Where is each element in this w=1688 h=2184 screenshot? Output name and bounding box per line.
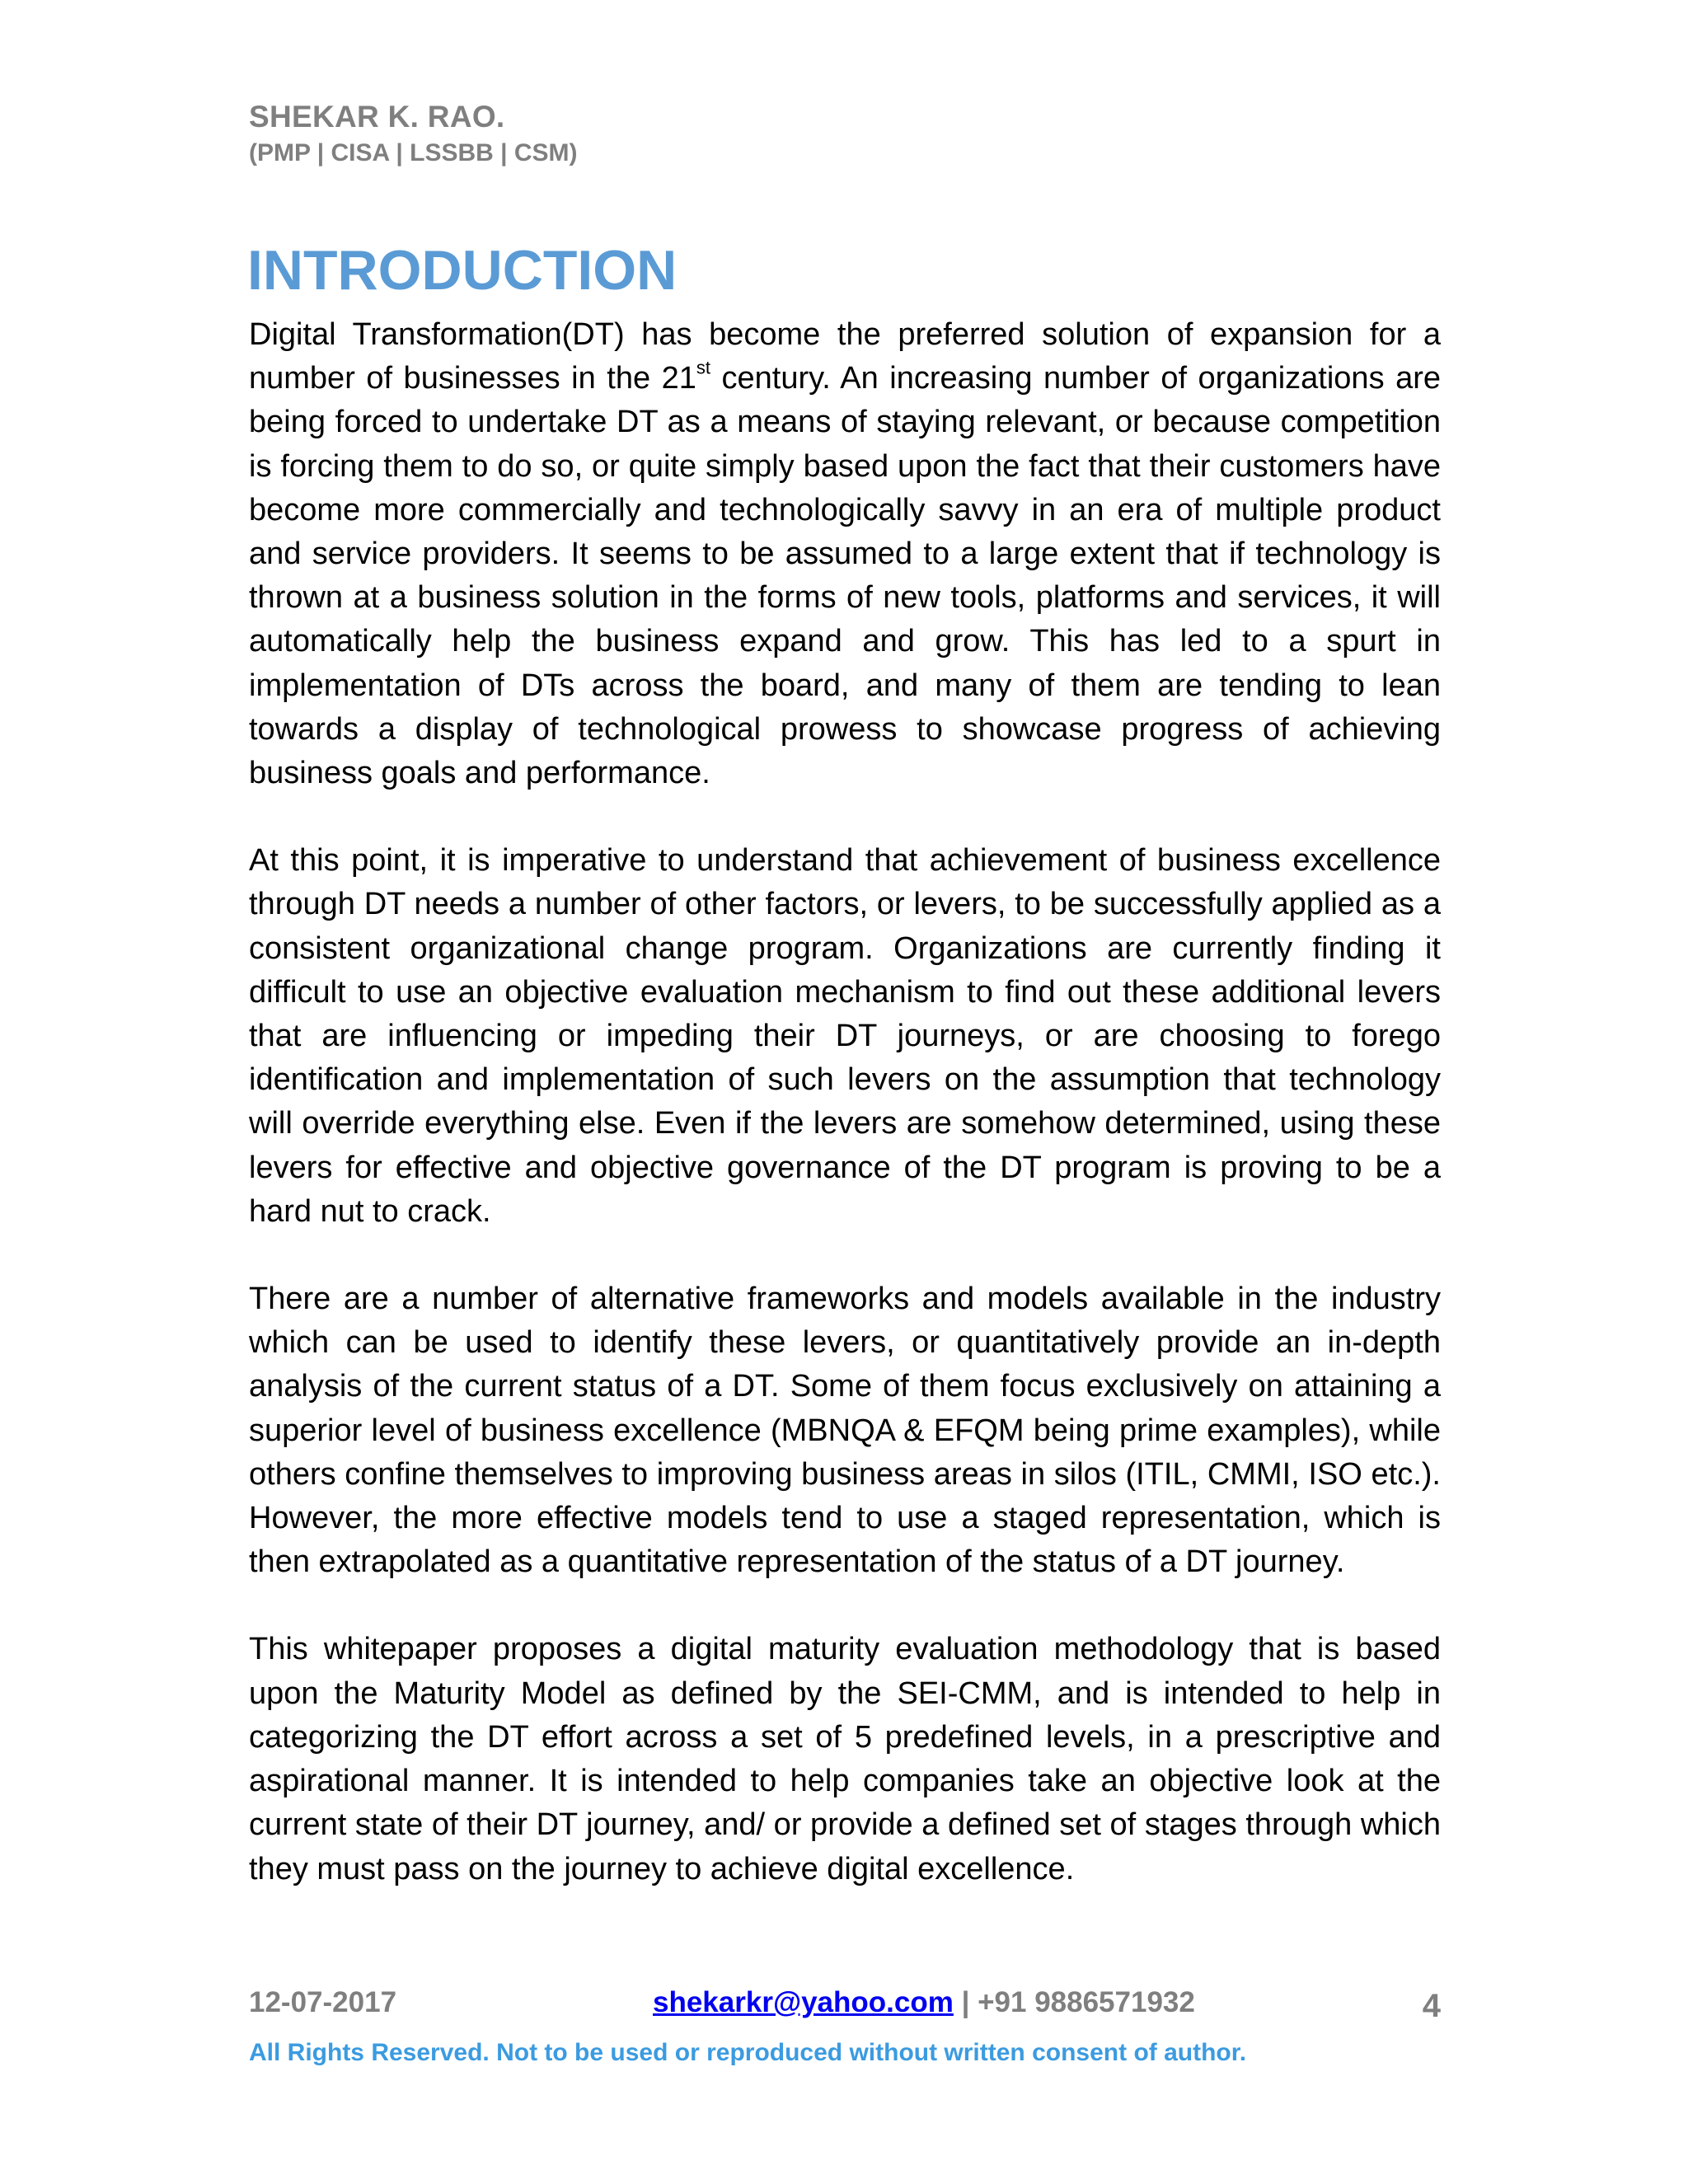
author-name: SHEKAR K. RAO.	[249, 100, 505, 134]
footer-separator: |	[953, 1986, 978, 2018]
paragraph-1-start: Digital Transformation(DT) has become the preferred solution of expansion for a number of businesses in the 21	[249, 317, 1441, 396]
paragraph-3: There are a number of alternative frameworks and models available in the industry which can be used to identify these levers, or quantitatively provide an in-depth analysis of the current status of a DT. Some of them focus exclusively on attaining a superior level of business excellence (MBNQA & EFQM being prime examples), while others confine themselves to improving business areas in silos (ITIL, CMMI, ISO etc.). However, the more effective models tend to use a staged representation, which is then extrapolated as a quantitative representation of the status of a DT journey.	[249, 1282, 1441, 1580]
paragraph-1-rest: century. An increasing number of organizations are being forced to undertake DT as a means of staying relevant, or because competition is forcing them to do so, or quite simply based upon the fact that their customers have become more commercially and technologically savvy in an era of multiple product and service providers. It seems to be assumed to a large extent that if technology is thrown at a business solution in the forms of new tools, platforms and services, it will automatically help the business expand and grow. This has led to a spurt in implementation of DTs across the board, and many of them are tending to lean towards a display of technological prowess to showcase progress of achieving business goals and performance.	[249, 361, 1441, 791]
footer-date: 12-07-2017	[249, 1986, 397, 2018]
paragraph-4: This whitepaper proposes a digital maturity evaluation methodology that is based upon the Maturity Model as defined by the SEI-CMM, and is intended to help in categorizing the DT effort across a set of 5 predefined levels, in a prescriptive and aspirational manner. It is intended to help companies take an objective look at the current state of their DT journey, and/ or provide a defined set of stages through which they must pass on the journey to achieve digital excellence.	[249, 1632, 1441, 1886]
footer-contact	[653, 1986, 1195, 2019]
ordinal-suffix: st	[696, 357, 710, 378]
paragraph-1	[249, 313, 1441, 795]
document-footer	[249, 1986, 1441, 2027]
section-title: INTRODUCTION	[247, 239, 678, 302]
page-number: 4	[1422, 1988, 1441, 2024]
footer-phone: +91 9886571932	[978, 1986, 1195, 2018]
document-header	[249, 97, 1444, 170]
paragraph-2: At this point, it is imperative to understand that achievement of business excellence through DT needs a number of other factors, or levers, to be successfully applied as a consistent organizational change program. Organizations are currently finding it difficult to use an objective evaluation mechanism to find out these additional levers that are influencing or impeding their DT journeys, or are choosing to forego identification and implementation of such levers on the assumption that technology will override everything else. Even if the levers are somehow determined, using these levers for effective and objective governance of the DT program is proving to be a hard nut to crack.	[249, 843, 1441, 1229]
author-credentials: (PMP | CISA | LSSBB | CSM)	[249, 139, 578, 166]
rights-notice: All Rights Reserved. Not to be used or reproduced without written consent of author.	[249, 2039, 1247, 2066]
body-text	[249, 313, 1441, 1891]
email-link[interactable]: shekarkr@yahoo.com	[653, 1986, 954, 2018]
